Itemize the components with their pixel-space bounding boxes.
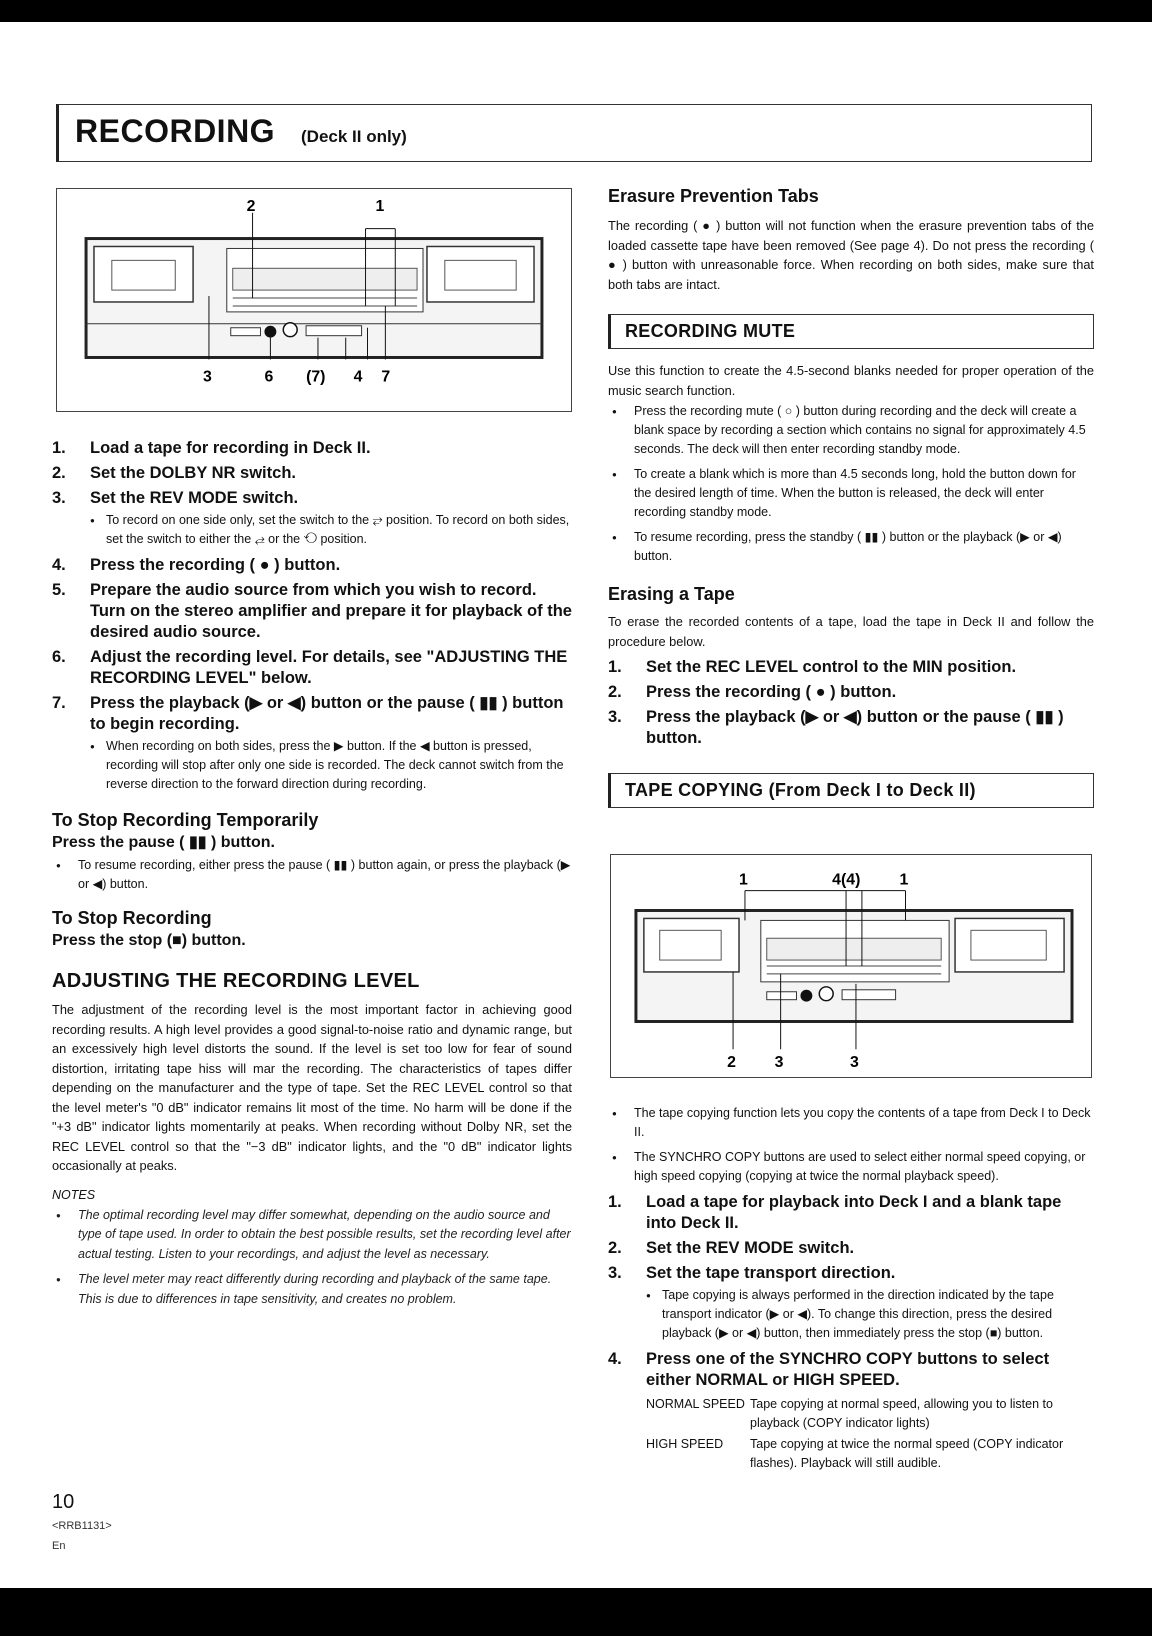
callout-4: 4: [353, 368, 363, 386]
note-item: ● The level meter may react differently during recording and playback of the same tape. This is due to differences in tape sensitivity, and creates no problem.: [52, 1270, 572, 1309]
language-code: En: [52, 1540, 66, 1552]
note-item: ● The optimal recording level may differ somewhat, depending on the audio source and type of tape used. In order to obtain the best possible results, set the recording level after actual testing. Listen to your recordings, and adjust the level as necessary.: [52, 1206, 572, 1265]
recording-steps: [52, 438, 572, 794]
mute-bullets: [608, 402, 1094, 566]
recording-mute-heading: RECORDING MUTE: [625, 321, 796, 341]
speed-definitions: [608, 1395, 1094, 1473]
list-item: 2. Set the REV MODE switch.: [608, 1239, 855, 1257]
list-item: 4. Press the recording ( ● ) button.: [52, 556, 341, 574]
page-subtitle: (Deck II only): [301, 127, 407, 146]
document-code: <RRB1131>: [52, 1520, 112, 1532]
right-column: [608, 184, 1094, 808]
stop-temp-heading: To Stop Recording Temporarily: [52, 810, 319, 830]
notes-heading: NOTES: [52, 1187, 96, 1202]
callout-2: 2: [246, 197, 256, 215]
callout-1-right: 1: [899, 871, 909, 889]
tape-copying-heading: TAPE COPYING (From Deck I to Deck II): [625, 780, 976, 800]
page-title: RECORDING: [75, 113, 276, 149]
list-item: 3. Press the playback (▶ or ◀) button or the pause ( ▮▮ ) button.: [608, 708, 1064, 747]
section-header: [56, 104, 1092, 162]
step-note: ● When recording on both sides, press the ▶ button. If the ◀ button is pressed, recording will stop after only one side is recorded. The deck cannot switch from the reverse direction to the forward direction during recording.: [90, 737, 572, 794]
list-item: 1. Set the REC LEVEL control to the MIN position.: [608, 658, 1017, 676]
erasing-steps: [608, 657, 1094, 749]
deck-diagram-recording: [56, 188, 572, 412]
callout-3-left: 3: [774, 1054, 784, 1072]
callout-1: 1: [375, 197, 385, 215]
stop-subheading: Press the stop (■) button.: [52, 932, 246, 949]
copying-steps: [608, 1192, 1094, 1391]
list-item: 2. Press the recording ( ● ) button.: [608, 683, 897, 701]
list-item: 2. Set the DOLBY NR switch.: [52, 464, 296, 482]
stop-temp-note: ● To resume recording, either press the pause ( ▮▮ ) button again, or press the playback (▶ or ◀) button.: [52, 856, 572, 894]
page-number: 10: [52, 1491, 75, 1513]
recording-mute-box: [608, 314, 1094, 349]
callout-7: 7: [381, 368, 391, 386]
list-item: 7. Press the playback (▶ or ◀) button or the pause ( ▮▮ ) button to begin recording. ● When recording on both sides, press the ▶ button. If the ◀ button is pressed, recording will stop after only one side is recorded. The deck cannot switch from the reverse direction to the forward direction during recording.: [52, 693, 572, 794]
list-item: ● The tape copying function lets you copy the contents of a tape from Deck I to Deck II.: [608, 1104, 1094, 1142]
deck-front-panel-illustration-copy: [611, 855, 1091, 1077]
erasing-heading: Erasing a Tape: [608, 584, 735, 604]
bottom-scan-bar: [0, 1588, 1152, 1636]
list-item: 3. Set the tape transport direction. ● Tape copying is always performed in the direction indicated by the tape transport indicator (▶ or ◀). To change this direction, press the desired playback (▶ or ◀) button, then immediately press the stop (■) button.: [608, 1263, 1094, 1343]
callout-2: 2: [727, 1054, 736, 1072]
tape-copying-box: [608, 773, 1094, 808]
list-item: ● Press the recording mute ( ○ ) button during recording and the deck will create a blank space by recording a section which contains no signal for approximately 4.5 seconds. The deck will then enter recording standby mode.: [608, 402, 1094, 459]
left-column: [52, 438, 572, 1315]
adjust-body: The adjustment of the recording level is the most important factor in achieving good recording results. A high level provides a good signal-to-noise ratio and dynamic range, but an excessively high level distorts the sound. If the level is set too low for fear of sound distortion, irritating tape hiss will mar the recording. The characteristics of tapes differ depending on the manufacturer and the type of tape. Set the REC LEVEL control so that the level meter's "0 dB" indicator remains lit most of the time. No harm will be done if the "+3 dB" indicator lights momentarily at peaks. When recording without Dolby NR, set the REC LEVEL control so that the "−3 dB" indicator lights, and the "0 dB" indicator lights occasionally at peaks.: [52, 1002, 572, 1173]
list-item: 4. Press one of the SYNCHRO COPY buttons to select either NORMAL or HIGH SPEED.: [608, 1350, 1050, 1389]
erasure-body: The recording ( ● ) button will not function when the erasure prevention tabs of the loaded cassette tape have been removed (See page 4). Do not press the recording ( ● ) button with unreasonable force. When recording on both sides, make sure that both tabs are intact.: [608, 218, 1094, 292]
step-note: ● Tape copying is always performed in the direction indicated by the tape transport indicator (▶ or ◀). To change this direction, press the desired playback (▶ or ◀) button, then immediately press the stop (■) button.: [646, 1286, 1094, 1343]
stop-heading: To Stop Recording: [52, 908, 212, 928]
copying-bullets: [608, 1104, 1094, 1186]
stop-temporarily-section: [52, 808, 572, 894]
top-scan-bar: [0, 0, 1152, 22]
copying-details: [608, 1102, 1094, 1475]
adjust-heading: ADJUSTING THE RECORDING LEVEL: [52, 970, 420, 992]
stop-section: [52, 906, 572, 952]
speed-row: NORMAL SPEED Tape copying at normal speed, allowing you to listen to playback (COPY indicator lights): [646, 1397, 1053, 1430]
callout-7-paren: (7): [306, 368, 326, 386]
callout-1-left: 1: [739, 871, 748, 889]
list-item: ● To create a blank which is more than 4.5 seconds long, hold the button down for the desired length of time. When the button is released, the deck will enter recording standby mode.: [608, 465, 1094, 522]
deck-diagram-copying: [610, 854, 1092, 1078]
erasure-heading: Erasure Prevention Tabs: [608, 186, 819, 206]
erasure-section: [608, 184, 1094, 294]
list-item: 6. Adjust the recording level. For details, see "ADJUSTING THE RECORDING LEVEL" below.: [52, 648, 568, 687]
callout-3-right: 3: [850, 1054, 859, 1072]
list-item: ● The SYNCHRO COPY buttons are used to select either normal speed copying, or high speed copying (copying at twice the normal playback speed).: [608, 1148, 1094, 1186]
erasing-intro: To erase the recorded contents of a tape, load the tape in Deck II and follow the procedure below.: [608, 614, 1094, 649]
page-footer: [52, 1490, 112, 1554]
list-item: 5. Prepare the audio source from which you wish to record. Turn on the stereo amplifier and prepare it for playback of the desired audio source.: [52, 581, 572, 641]
step-note: ● To record on one side only, set the switch to the ⥂ position. To record on both sides, set the switch to either the ⥄ or the ⟲ position.: [90, 511, 572, 549]
erasing-section: [608, 582, 1094, 749]
list-item: ● To resume recording, press the standby ( ▮▮ ) button or the playback (▶ or ◀) button.: [608, 528, 1094, 566]
callout-6: 6: [264, 368, 274, 386]
mute-intro: Use this function to create the 4.5-second blanks needed for proper operation of the music search function.: [608, 363, 1094, 398]
stop-temp-subheading: Press the pause ( ▮▮ ) button.: [52, 834, 275, 851]
adjust-level-section: [52, 968, 572, 1309]
list-item: 1. Load a tape for recording in Deck II.: [52, 439, 371, 457]
list-item: 1. Load a tape for playback into Deck I and a blank tape into Deck II.: [608, 1193, 1062, 1232]
callout-3: 3: [203, 368, 212, 386]
list-item: 3. Set the REV MODE switch. ● To record on one side only, set the switch to the ⥂ position. To record on both sides, set the switch to either the ⥄ or the ⟲ position.: [52, 488, 572, 549]
speed-row: HIGH SPEED Tape copying at twice the normal speed (COPY indicator flashes). Playback will still audible.: [646, 1437, 1064, 1470]
callout-4: 4(4): [832, 871, 861, 889]
deck-front-panel-illustration: [57, 189, 571, 411]
